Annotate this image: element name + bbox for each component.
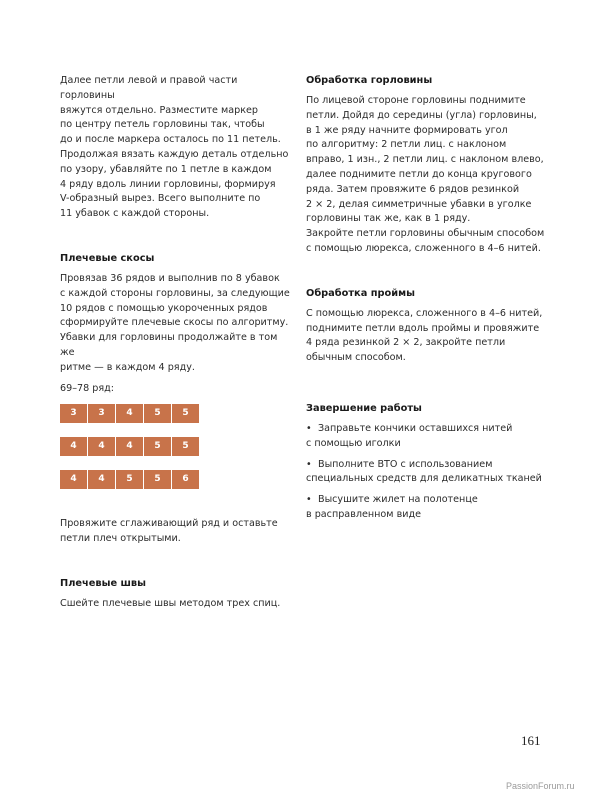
after-rows-paragraph: Провяжите сглаживающий ряд и оставьте петли плеч открытыми. bbox=[60, 518, 278, 545]
shoulder-slope-heading: Плечевые скосы bbox=[60, 252, 155, 264]
shoulder-seams-paragraph: Сшейте плечевые швы методом трех спиц. bbox=[60, 597, 281, 609]
row-cell: 3 bbox=[88, 404, 115, 423]
watermark: PassionForum.ru bbox=[506, 781, 575, 791]
list-item: • Выполните ВТО с использованием специальных средств для деликатных тканей bbox=[306, 458, 542, 485]
row-cell: 5 bbox=[144, 404, 171, 423]
bullet-icon: • bbox=[306, 422, 312, 434]
left-column bbox=[60, 74, 290, 612]
list-item: • Заправьте кончики оставшихся нитей с помощью иголки bbox=[306, 422, 513, 449]
row-cell: 6 bbox=[172, 470, 199, 489]
armhole-heading: Обработка проймы bbox=[306, 287, 415, 299]
row-cell: 5 bbox=[172, 437, 199, 456]
bullet-icon: • bbox=[306, 494, 312, 506]
row-cell: 5 bbox=[172, 404, 199, 423]
neck-heading: Обработка горловины bbox=[306, 75, 433, 86]
intro-paragraph: Далее петли левой и правой части горловины вяжутся отдельно. Разместите маркер по центру петель горловины так, чтобы до и после маркера осталось по 11 петель. Продолжая вязать каждую деталь отдельно по узору, убавляйте по 1 петле в каждом 4 ряду вдоль линии горловины, формируя V-образный вырез. Всего выполните по 11 убавок с каждой стороны. bbox=[60, 75, 289, 220]
row-group-3 bbox=[60, 470, 290, 489]
row-cell: 5 bbox=[144, 437, 171, 456]
row-cell: 4 bbox=[88, 437, 115, 456]
finish-list bbox=[306, 422, 546, 523]
list-item: • Высушите жилет на полотенце в расправленном виде bbox=[306, 494, 478, 520]
row-cell: 3 bbox=[60, 404, 87, 423]
neck-paragraph: По лицевой стороне горловины поднимите петли. Дойдя до середины (угла) горловины, в 1 же ряду начните формировать угол по алгоритму: 2 петли лиц. с наклоном вправо, 1 изн., 2 петли лиц. с наклоном влево, далее поднимите петли до конца кругового ряда. Затем провяжите 6 рядов резинкой 2 × 2, делая симметричные убавки в уголке горловины так же, как в 1 ряду. Закройте петли горловины обычным способом с помощью люрекса, сложенного в 4–6 нитей. bbox=[306, 95, 545, 254]
right-column bbox=[306, 74, 546, 529]
row-cell: 4 bbox=[88, 470, 115, 489]
bullet-icon: • bbox=[306, 458, 312, 470]
row-cell: 4 bbox=[60, 470, 87, 489]
rows-label: 69–78 ряд: bbox=[60, 382, 114, 394]
finish-heading: Завершение работы bbox=[306, 402, 422, 414]
row-cell: 4 bbox=[116, 404, 143, 423]
shoulder-slope-paragraph: Провязав 36 рядов и выполнив по 8 убавок с каждой стороны горловины, за следующие 10 рядов с помощью укороченных рядов сформируйте плечевые скосы по алгоритму. Убавки для горловины продолжайте в том же ритме — в каждом 4 ряду. bbox=[60, 272, 290, 373]
row-group-2 bbox=[60, 437, 290, 456]
armhole-paragraph: С помощью люрекса, сложенного в 4–6 нитей, поднимите петли вдоль проймы и провяжите 4 ряда резинкой 2 × 2, закройте петли обычным способом. bbox=[306, 307, 543, 364]
row-cell: 4 bbox=[60, 437, 87, 456]
shoulder-seams-heading: Плечевые швы bbox=[60, 577, 146, 589]
row-group-1 bbox=[60, 404, 290, 423]
row-cell: 4 bbox=[116, 437, 143, 456]
row-cell: 5 bbox=[144, 470, 171, 489]
row-cell: 5 bbox=[116, 470, 143, 489]
page-number: 161 bbox=[521, 733, 541, 748]
